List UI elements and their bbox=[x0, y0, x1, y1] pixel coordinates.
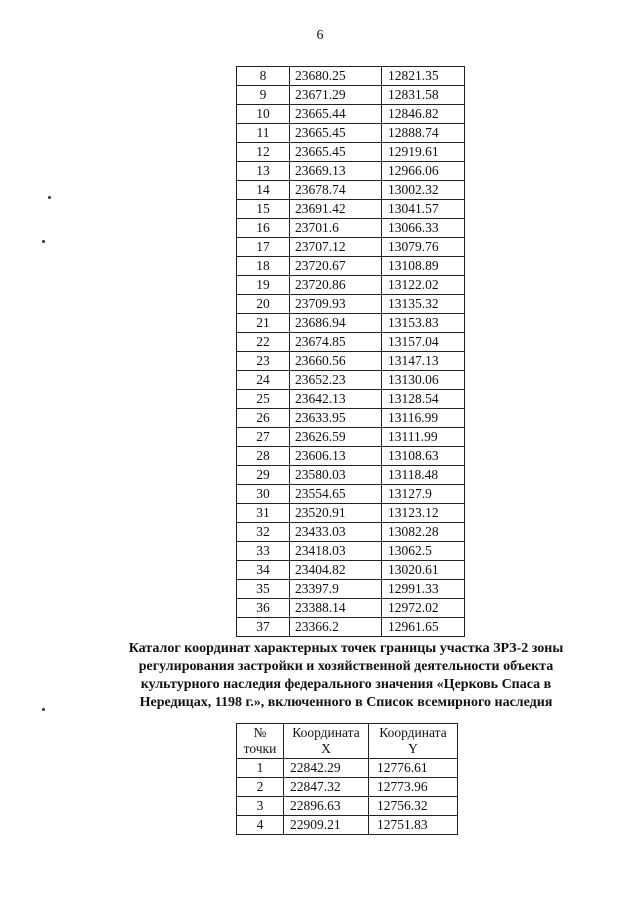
table-row bbox=[237, 219, 465, 238]
coordinate-y-cell: 13122.02 bbox=[382, 276, 465, 295]
coordinate-x-cell: 23678.74 bbox=[290, 181, 382, 200]
coordinate-y-cell: 13066.33 bbox=[382, 219, 465, 238]
header-coordinate-x-line1: Координата bbox=[292, 725, 360, 740]
point-number-cell: 15 bbox=[237, 200, 290, 219]
coordinate-x-cell: 23680.25 bbox=[290, 67, 382, 86]
coordinate-y-cell: 13111.99 bbox=[382, 428, 465, 447]
table-row bbox=[237, 333, 465, 352]
coordinate-x-cell: 23665.45 bbox=[290, 143, 382, 162]
table-row bbox=[237, 428, 465, 447]
coordinate-x-cell: 23707.12 bbox=[290, 238, 382, 257]
coordinate-x-cell: 22909.21 bbox=[284, 816, 369, 835]
table-row bbox=[237, 816, 458, 835]
coordinate-y-cell: 12821.35 bbox=[382, 67, 465, 86]
coordinate-y-cell: 12776.61 bbox=[369, 759, 458, 778]
coordinate-x-cell: 23418.03 bbox=[290, 542, 382, 561]
coordinate-y-cell: 12888.74 bbox=[382, 124, 465, 143]
point-number-cell: 2 bbox=[237, 778, 284, 797]
point-number-cell: 3 bbox=[237, 797, 284, 816]
coordinate-x-cell: 23665.45 bbox=[290, 124, 382, 143]
table-row bbox=[237, 618, 465, 637]
table-row bbox=[237, 181, 465, 200]
coordinate-x-cell: 23701.6 bbox=[290, 219, 382, 238]
point-number-cell: 12 bbox=[237, 143, 290, 162]
point-number-cell: 20 bbox=[237, 295, 290, 314]
coordinate-y-cell: 13123.12 bbox=[382, 504, 465, 523]
table-row bbox=[237, 143, 465, 162]
point-number-cell: 30 bbox=[237, 485, 290, 504]
scan-speck bbox=[42, 708, 45, 711]
table-row bbox=[237, 200, 465, 219]
coordinate-x-cell: 23366.2 bbox=[290, 618, 382, 637]
point-number-cell: 13 bbox=[237, 162, 290, 181]
point-number-cell: 11 bbox=[237, 124, 290, 143]
coordinate-x-cell: 23633.95 bbox=[290, 409, 382, 428]
coordinate-y-cell: 13127.9 bbox=[382, 485, 465, 504]
table-row bbox=[237, 409, 465, 428]
header-coordinate-x-line2: X bbox=[321, 741, 331, 756]
coordinates-table-zrz2 bbox=[236, 723, 458, 835]
point-number-cell: 16 bbox=[237, 219, 290, 238]
coordinate-x-cell: 23580.03 bbox=[290, 466, 382, 485]
point-number-cell: 14 bbox=[237, 181, 290, 200]
coordinate-y-cell: 13108.89 bbox=[382, 257, 465, 276]
point-number-cell: 19 bbox=[237, 276, 290, 295]
coordinate-x-cell: 23388.14 bbox=[290, 599, 382, 618]
coordinate-y-cell: 13079.76 bbox=[382, 238, 465, 257]
point-number-cell: 34 bbox=[237, 561, 290, 580]
table-row bbox=[237, 599, 465, 618]
table-row bbox=[237, 105, 465, 124]
table-row bbox=[237, 523, 465, 542]
point-number-cell: 18 bbox=[237, 257, 290, 276]
header-coordinate-y-line1: Координата bbox=[379, 725, 447, 740]
header-coordinate-y bbox=[369, 724, 458, 759]
coordinate-x-cell: 23669.13 bbox=[290, 162, 382, 181]
coordinate-x-cell: 23660.56 bbox=[290, 352, 382, 371]
coordinate-y-cell: 12991.33 bbox=[382, 580, 465, 599]
coordinate-x-cell: 22896.63 bbox=[284, 797, 369, 816]
coordinate-y-cell: 13157.04 bbox=[382, 333, 465, 352]
point-number-cell: 9 bbox=[237, 86, 290, 105]
coordinate-x-cell: 23397.9 bbox=[290, 580, 382, 599]
point-number-cell: 8 bbox=[237, 67, 290, 86]
coordinate-x-cell: 23686.94 bbox=[290, 314, 382, 333]
point-number-cell: 17 bbox=[237, 238, 290, 257]
point-number-cell: 28 bbox=[237, 447, 290, 466]
coordinate-y-cell: 13062.5 bbox=[382, 542, 465, 561]
table-row bbox=[237, 447, 465, 466]
coordinate-y-cell: 13116.99 bbox=[382, 409, 465, 428]
point-number-cell: 23 bbox=[237, 352, 290, 371]
table-row bbox=[237, 124, 465, 143]
point-number-cell: 21 bbox=[237, 314, 290, 333]
coordinate-x-cell: 23433.03 bbox=[290, 523, 382, 542]
point-number-cell: 24 bbox=[237, 371, 290, 390]
coordinate-y-cell: 12831.58 bbox=[382, 86, 465, 105]
header-point-number-line2: точки bbox=[243, 741, 277, 756]
table-row bbox=[237, 504, 465, 523]
coordinate-x-cell: 23665.44 bbox=[290, 105, 382, 124]
table-row bbox=[237, 314, 465, 333]
table-row bbox=[237, 778, 458, 797]
page-number: 6 bbox=[316, 28, 324, 43]
coordinate-y-cell: 12751.83 bbox=[369, 816, 458, 835]
header-coordinate-y-line2: Y bbox=[408, 741, 418, 756]
coordinate-x-cell: 23652.23 bbox=[290, 371, 382, 390]
coordinate-y-cell: 13041.57 bbox=[382, 200, 465, 219]
table-row bbox=[237, 561, 465, 580]
point-number-cell: 4 bbox=[237, 816, 284, 835]
coordinate-x-cell: 23691.42 bbox=[290, 200, 382, 219]
table-row bbox=[237, 390, 465, 409]
table-row bbox=[237, 759, 458, 778]
table-header-row bbox=[237, 724, 458, 759]
coordinate-y-cell: 13135.32 bbox=[382, 295, 465, 314]
header-point-number bbox=[237, 724, 284, 759]
table-row bbox=[237, 485, 465, 504]
header-coordinate-x bbox=[284, 724, 369, 759]
point-number-cell: 22 bbox=[237, 333, 290, 352]
point-number-cell: 10 bbox=[237, 105, 290, 124]
coordinate-y-cell: 13118.48 bbox=[382, 466, 465, 485]
scan-speck bbox=[42, 240, 45, 243]
table-row bbox=[237, 86, 465, 105]
coordinate-x-cell: 23404.82 bbox=[290, 561, 382, 580]
coordinate-y-cell: 13108.63 bbox=[382, 447, 465, 466]
point-number-cell: 27 bbox=[237, 428, 290, 447]
coordinate-x-cell: 23709.93 bbox=[290, 295, 382, 314]
point-number-cell: 25 bbox=[237, 390, 290, 409]
table-row bbox=[237, 276, 465, 295]
coordinate-y-cell: 13020.61 bbox=[382, 561, 465, 580]
coordinate-y-cell: 13153.83 bbox=[382, 314, 465, 333]
coordinate-y-cell: 12846.82 bbox=[382, 105, 465, 124]
coordinate-y-cell: 13082.28 bbox=[382, 523, 465, 542]
coordinate-y-cell: 12919.61 bbox=[382, 143, 465, 162]
point-number-cell: 36 bbox=[237, 599, 290, 618]
table-row bbox=[237, 352, 465, 371]
point-number-cell: 32 bbox=[237, 523, 290, 542]
coordinate-y-cell: 12961.65 bbox=[382, 618, 465, 637]
coordinate-y-cell: 13128.54 bbox=[382, 390, 465, 409]
table-row bbox=[237, 238, 465, 257]
coordinate-x-cell: 22842.29 bbox=[284, 759, 369, 778]
point-number-cell: 1 bbox=[237, 759, 284, 778]
coordinate-y-cell: 13147.13 bbox=[382, 352, 465, 371]
table-row bbox=[237, 162, 465, 181]
header-point-number-line1: № bbox=[253, 725, 267, 740]
table-row bbox=[237, 257, 465, 276]
section-heading: Каталог координат характерных точек границы участка ЗРЗ-2 зоны регулирования застройки и хозяйственной деятельности объекта культурного наследия федерального значения «Церковь Спаса в Нередицах, 1198 г.», включенного в Список всемирного наследия bbox=[128, 641, 564, 710]
coordinate-y-cell: 12756.32 bbox=[369, 797, 458, 816]
coordinate-x-cell: 23720.86 bbox=[290, 276, 382, 295]
coordinate-x-cell: 23720.67 bbox=[290, 257, 382, 276]
coordinate-y-cell: 13130.06 bbox=[382, 371, 465, 390]
table-row bbox=[237, 295, 465, 314]
coordinate-x-cell: 23626.59 bbox=[290, 428, 382, 447]
coordinate-y-cell: 12773.96 bbox=[369, 778, 458, 797]
coordinate-x-cell: 23520.91 bbox=[290, 504, 382, 523]
point-number-cell: 35 bbox=[237, 580, 290, 599]
table-row bbox=[237, 67, 465, 86]
point-number-cell: 26 bbox=[237, 409, 290, 428]
table-row bbox=[237, 797, 458, 816]
coordinate-x-cell: 23642.13 bbox=[290, 390, 382, 409]
point-number-cell: 37 bbox=[237, 618, 290, 637]
coordinate-x-cell: 23674.85 bbox=[290, 333, 382, 352]
coordinate-x-cell: 23606.13 bbox=[290, 447, 382, 466]
table-row bbox=[237, 580, 465, 599]
point-number-cell: 29 bbox=[237, 466, 290, 485]
coordinate-y-cell: 12966.06 bbox=[382, 162, 465, 181]
scan-speck bbox=[48, 196, 51, 199]
point-number-cell: 31 bbox=[237, 504, 290, 523]
coordinate-x-cell: 23554.65 bbox=[290, 485, 382, 504]
table-row bbox=[237, 542, 465, 561]
table-row bbox=[237, 371, 465, 390]
coordinate-x-cell: 23671.29 bbox=[290, 86, 382, 105]
point-number-cell: 33 bbox=[237, 542, 290, 561]
coordinate-x-cell: 22847.32 bbox=[284, 778, 369, 797]
table-row bbox=[237, 466, 465, 485]
coordinate-y-cell: 13002.32 bbox=[382, 181, 465, 200]
coordinates-table-continued bbox=[236, 66, 465, 637]
coordinate-y-cell: 12972.02 bbox=[382, 599, 465, 618]
